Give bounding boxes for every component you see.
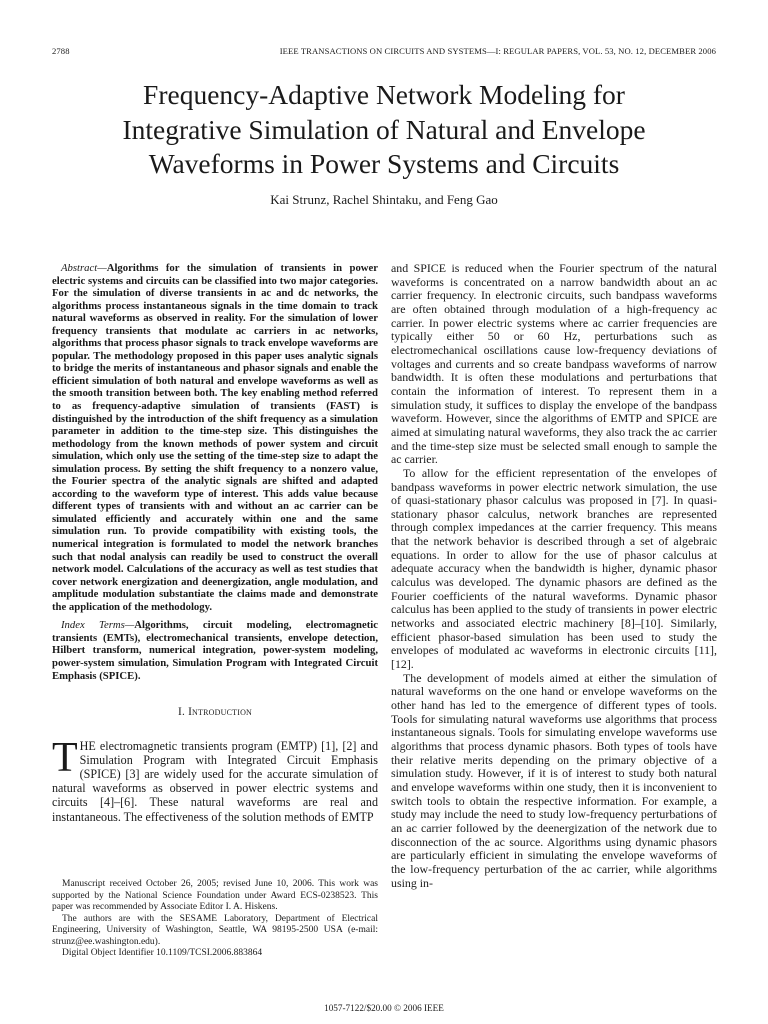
index-terms-label: Index Terms— bbox=[61, 619, 135, 632]
footnote-manuscript: Manuscript received October 26, 2005; revised June 10, 2006. This work was supported by the National Science Foundation under Award ECS-0238523. This paper was recommended by Associate Editor I. A. Hiskens. bbox=[52, 879, 378, 912]
index-terms-text: Algorithms, circuit modeling, electromagnetic transients (EMTs), electromechanical transients, envelope detection, Hilbert transform, numerical integration, power-system modeling, power-system simulation, Simulation Program with Integrated Circuit Emphasis (SPICE). bbox=[52, 619, 378, 682]
journal-line: IEEE TRANSACTIONS ON CIRCUITS AND SYSTEMS—I: REGULAR PAPERS, VOL. 53, NO. 12, DECEMBER 2006 bbox=[279, 46, 716, 56]
abstract-text: Algorithms for the simulation of transients in power electric systems and circuits can be classified into two major categories. For the simulation of diverse transients in ac and dc networks, the algorithms process instantaneous signals in the time domain to track natural waveforms as observed in reality. For the simulation of lower frequency transients that modulate ac carriers in ac networks, algorithms that process phasor signals to track envelope waveforms are popular. The methodology proposed in this paper uses analytic signals to bridge the merits of instantaneous and phasor signals and enable the efficient simulation of both natural and envelope waveforms as well as the smooth transition between both. The key enabling method referred to as frequency-adaptive simulation of transients (FAST) is distinguished by the introduction of the shift frequency as a simulation parameter in addition to the time-step size. This distinguishes the methodology from the known methods of power system and circuit simulation, which only use the setting of the time-step size to adapt the simulation process. By setting the shift frequency to a nonzero value, the Fourier spectra of the analytic signals are shifted and adapted according to the waveform type of interest. This adds value because different types of transients with and without an ac carrier can be simulated efficiently and accurately within one and the same simulation run. To provide compatibility with existing tools, the numerical integration is formulated to model the network branches such that nodal analysis can readily be used to construct the overall network model. Calculations of the accuracy as well as test studies that cover network energization and deenergization, angle modulation, and amplitude modulation substantiate the claims made and demonstrate the application of the methodology. bbox=[52, 262, 378, 613]
footnotes bbox=[52, 879, 378, 960]
index-terms bbox=[52, 619, 378, 682]
left-column bbox=[52, 262, 378, 824]
section-heading bbox=[52, 706, 378, 720]
body-paragraph-2: To allow for the efficient representation of the envelopes of bandpass waveforms in power electric network simulation, the use of quasi-stationary phasor calculus was proposed in [7]. In quasi-stationary phasor calculus, network branches are represented through complex impedances at the carrier frequency. This means that the network behavior is described through a set of algebraic equations. In order to allow for the use of phasor calculus at adequate accuracy when the bandwidth is higher, dynamic phasor calculus was developed. The dynamic phasors are defined as the Fourier coefficients of the natural waveforms. Dynamic phasor calculus has been applied to the study of transients in power electric networks and associated electric machinery [8]–[10]. Similarly, efficient phasor-based simulation has been used to study the envelopes of modulated ac waveforms in electronic circuits [11], [12]. bbox=[391, 465, 717, 672]
author-list: Kai Strunz, Rachel Shintaku, and Feng Gao bbox=[270, 192, 498, 207]
copyright-line: 1057-7122/$20.00 © 2006 IEEE bbox=[324, 1003, 444, 1013]
drop-cap: T bbox=[52, 734, 78, 781]
section-number: I. bbox=[177, 706, 189, 719]
paper-title bbox=[40, 78, 728, 182]
section-title: Introduction bbox=[188, 706, 253, 719]
body-paragraph-1: and SPICE is reduced when the Fourier spectrum of the natural waveforms is concentrated on a narrow bandwidth about an ac carrier frequency. In electronic circuits, such bandpass waveforms are often obtained through modulation of a high-frequency ac carrier. In power electric systems where ac carrier frequencies are typically either 50 or 60 Hz, perturbations such as electromechanical oscillations cause low-frequency deviations of voltages and currents and so create bandpass waveforms of narrow bandwidth. It is often these modulations and perturbations that contain the information of interest. To represent them in a simulation study, it suffices to display the envelope of the bandpass waveform. However, since the algorithms of EMTP and SPICE are aimed at simulating natural waveforms, they also track the ac carrier and the time-step size must be selected small enough to sample the ac carrier. bbox=[391, 261, 717, 467]
body-paragraph-3: The development of models aimed at either the simulation of natural waveforms on the one hand or envelope waveforms on the other hand has led to the emergence of different types of tools. Tools for simulating natural waveforms use algorithms that process instantaneous signals. Tools for simulating envelope waveforms use algorithms that process dynamic phasors. Both types of tools have their relative merits depending on the primary objective of a simulation study. However, if it is of interest to study both natural and envelope waveforms within one study, then it is inconvenient to switch tools to obtain the respective information. For example, a study may include the need to study low-frequency perturbations of an ac carrier followed by the deenergization of the network due to disconnection of the ac source. Algorithms using dynamic phasors are particularly efficient in simulating the envelope waveforms of the low-frequency perturbation of the ac carrier, while algorithms using in- bbox=[391, 670, 717, 890]
footnote-affiliation: The authors are with the SESAME Laboratory, Department of Electrical Engineering, University of Washington, Seattle, WA 98195-2500 USA (e-mail: strunz@ee.washington.edu). bbox=[52, 913, 378, 947]
intro-text: electromagnetic transients program (EMTP) [1], [2] and Simulation Program with Integrated Circuit Emphasis (SPICE) [3] are widely used for the accurate simulation of natural waveforms as observed in power electric systems and circuits [4]–[6]. These natural waveforms are real and instantaneous. The effectiveness of the solution methods of EMTP bbox=[52, 738, 378, 824]
title-line-1: Frequency-Adaptive Network Modeling for bbox=[143, 79, 625, 110]
intro-lead-word: HE bbox=[79, 738, 96, 753]
page-number: 2788 bbox=[52, 46, 70, 56]
right-column bbox=[391, 262, 717, 890]
abstract bbox=[52, 262, 378, 613]
title-line-2: Integrative Simulation of Natural and Envelope bbox=[122, 113, 646, 145]
title-line-3: Waveforms in Power Systems and Circuits bbox=[148, 148, 620, 179]
abstract-label: Abstract— bbox=[61, 262, 107, 274]
intro-paragraph bbox=[52, 734, 378, 824]
footnote-doi: Digital Object Identifier 10.1109/TCSI.2006.883864 bbox=[62, 948, 263, 958]
